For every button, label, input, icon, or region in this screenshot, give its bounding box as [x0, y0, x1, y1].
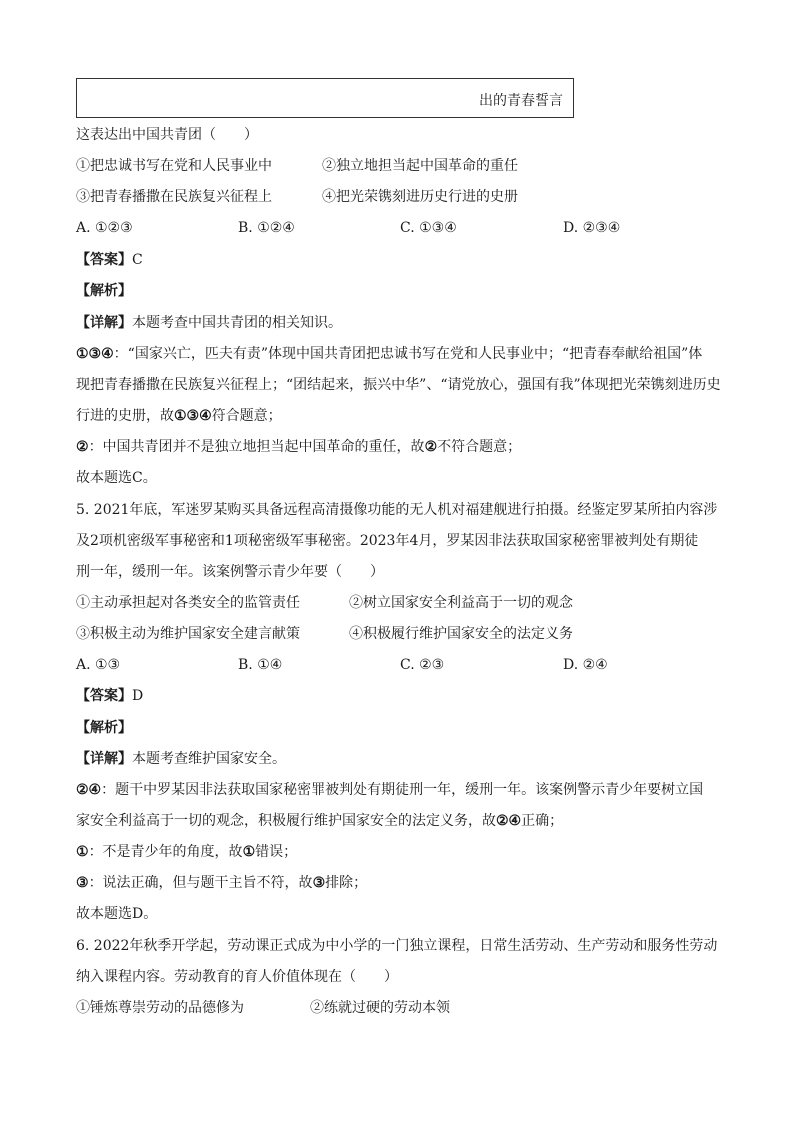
answer-tag: 【答案】 — [76, 688, 132, 704]
q5-stem-line3: 刑一年，缓刑一年。该案例警示青少年要（ ） — [76, 564, 384, 580]
para-text: ：说法正确，但与题干主旨不符，故 — [88, 875, 313, 891]
option-ref: ② — [76, 439, 89, 455]
q5-para3 — [76, 873, 367, 893]
q4-choice-d: D. ②③④ — [563, 220, 621, 236]
q5-option-1: ①主动承担起对各类安全的监管责任 — [76, 595, 300, 611]
para-text: 行进的史册，故 — [76, 408, 174, 424]
para-text: ：不是青少年的角度，故 — [88, 844, 243, 860]
q5-detail — [76, 749, 286, 769]
q5-stem-line1: 5. 2021年底，军迷罗某购买具备远程高清摄像功能的无人机对福建舰进行拍摄。经鉴定罗某所拍内容涉 — [76, 502, 718, 518]
q6-stem-line2: 纳入课程内容。劳动教育的育人价值体现在（ ） — [76, 969, 398, 985]
q4-para1-line3 — [76, 406, 282, 426]
q5-analysis-tag: 【解析】 — [76, 720, 132, 736]
q4-para2 — [76, 437, 521, 457]
q4-answer — [76, 250, 143, 270]
detail-text: 本题考查维护国家安全。 — [132, 751, 286, 767]
q5-choice-c: C. ②③ — [400, 657, 445, 673]
q4-option-1: ①把忠诚书写在党和人民事业中 — [76, 158, 272, 174]
option-ref: ③ — [312, 875, 326, 891]
para-text: 不符合题意； — [437, 439, 522, 455]
q6-option-1: ①锤炼尊崇劳动的品德修为 — [76, 1000, 244, 1016]
q4-option-4: ④把光荣镌刻进历史行进的史册 — [322, 189, 518, 205]
q5-para1-line1 — [76, 780, 703, 800]
q5-conclusion: 故本题选D。 — [76, 906, 158, 922]
q5-option-2: ②树立国家安全利益高于一切的观念 — [349, 595, 573, 611]
q5-option-3: ③积极主动为维护国家安全建言献策 — [76, 626, 300, 642]
answer-value: D — [132, 688, 144, 704]
q6-option-2: ②练就过硬的劳动本领 — [310, 1000, 450, 1016]
q5-choice-b: B. ①④ — [238, 657, 283, 673]
q4-conclusion: 故本题选C。 — [76, 470, 157, 486]
q5-option-4: ④积极履行维护国家安全的法定义务 — [349, 626, 573, 642]
q4-choice-b: B. ①②④ — [238, 220, 295, 236]
q4-para1-line2: 现把青春播撒在民族复兴征程上；“团结起来，振兴中华”、“请党放心，强国有我”体现把光荣镌刻进历史 — [76, 377, 721, 393]
para-text: 正确； — [521, 813, 564, 829]
option-ref: ③ — [76, 875, 89, 891]
q5-answer — [76, 686, 143, 706]
detail-text: 本题考查中国共青团的相关知识。 — [132, 315, 342, 331]
q4-stem: 这表达出中国共青团（ ） — [76, 127, 258, 143]
para-text: 符合题意； — [211, 408, 282, 424]
q4-option-3: ③把青春播撒在民族复兴征程上 — [76, 189, 272, 205]
detail-tag: 【详解】 — [76, 315, 132, 331]
q4-choice-a: A. ①②③ — [76, 220, 133, 236]
para-text: ：题干中罗某因非法获取国家秘密罪被判处有期徒刑一年，缓刑一年。该案例警示青少年要树立国 — [101, 782, 704, 798]
q5-stem-line2: 及2项机密级军事秘密和1项秘密级军事秘密。2023年4月，罗某因非法获取国家秘密罪被判处有期徒 — [76, 533, 699, 549]
oath-table-box — [76, 78, 574, 118]
q5-choice-d: D. ②④ — [563, 657, 608, 673]
option-ref: ①③④ — [76, 346, 114, 362]
option-ref: ①③④ — [174, 408, 212, 424]
q4-option-2: ②独立地担当起中国革命的重任 — [322, 158, 518, 174]
para-text: ：“国家兴亡，匹夫有责”体现中国共青团把忠诚书写在党和人民事业中；“把青春奉献给祖国”体 — [113, 346, 703, 362]
q4-detail — [76, 313, 342, 333]
box-text: 出的青春誓言 — [479, 93, 563, 109]
answer-value: C — [132, 252, 143, 268]
q6-stem-line1: 6. 2022年秋季开学起，劳动课正式成为中小学的一门独立课程，日常生活劳动、生产劳动和服务性劳动 — [76, 938, 718, 954]
option-ref: ②④ — [496, 813, 522, 829]
q4-analysis-tag: 【解析】 — [76, 283, 132, 299]
q5-choice-a: A. ①③ — [76, 657, 121, 673]
q4-para1-line1 — [76, 344, 702, 364]
q5-para1-line2 — [76, 811, 563, 831]
option-ref: ① — [242, 844, 256, 860]
q5-para2 — [76, 842, 297, 862]
detail-tag: 【详解】 — [76, 751, 132, 767]
para-text: 家安全利益高于一切的观念，积极履行维护国家安全的法定义务，故 — [76, 813, 496, 829]
q4-choice-c: C. ①③④ — [400, 220, 457, 236]
option-ref: ① — [76, 844, 89, 860]
para-text: 错误； — [255, 844, 298, 860]
para-text: 排除； — [325, 875, 368, 891]
para-text: ：中国共青团并不是独立地担当起中国革命的重任，故 — [88, 439, 425, 455]
option-ref: ②④ — [76, 782, 102, 798]
answer-tag: 【答案】 — [76, 252, 132, 268]
option-ref: ② — [424, 439, 438, 455]
